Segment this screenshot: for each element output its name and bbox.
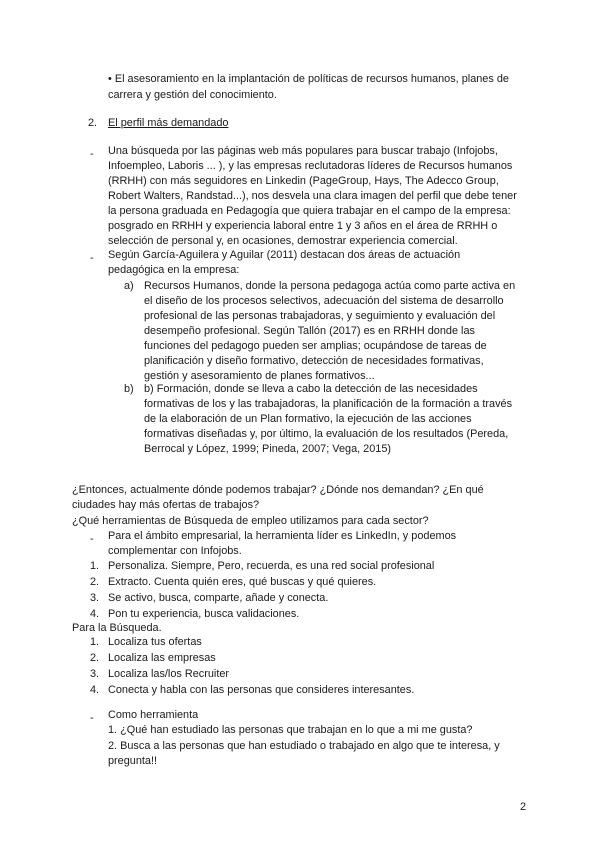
step-number: 4. [90, 684, 100, 696]
para1-line-3: (RRHH) con más seguidores en Linkedin (PageGroup, Hays, The Adecco Group, [108, 175, 499, 187]
step-number: 4. [90, 608, 100, 620]
step-number: 1. [90, 560, 100, 572]
dash-marker: - [90, 148, 94, 160]
para2-line-2: pedagógica en la empresa: [108, 264, 240, 276]
area-a-line-3: profesional de las personas trabajadoras, y seguimiento y evaluación del [144, 310, 496, 322]
dash-marker: - [90, 252, 94, 264]
step-number: 3. [90, 592, 100, 604]
area-a-marker: a) [124, 280, 134, 292]
area-b-line-4: formativas diseñadas y, por último, la evaluación de los resultados (Pereda, [144, 428, 509, 440]
intro-bullet-line-2: carrera y gestión del conocimiento. [108, 89, 277, 101]
search-step: Localiza tus ofertas [108, 636, 202, 648]
area-b-line-1: b) Formación, donde se lleva a cabo la detección de las necesidades [144, 383, 478, 395]
linkedin-line-1: Para el ámbito empresarial, la herramienta líder es LinkedIn, y podemos [108, 530, 457, 542]
search-step: Localiza las/los Recruiter [108, 668, 230, 680]
question-line-1: ¿Entonces, actualmente dónde podemos trabajar? ¿Dónde nos demandan? ¿En qué [72, 484, 484, 496]
area-a-line-1: Recursos Humanos, donde la persona pedagoga actúa como parte activa en [144, 280, 516, 292]
step-number: 3. [90, 668, 100, 680]
tool-line-1: 1. ¿Qué han estudiado las personas que trabajan en lo que a mi me gusta? [108, 724, 473, 736]
area-b-line-3: de la elaboración de un Plan formativo, la ejecución de las acciones [144, 413, 472, 425]
area-a-line-2: el diseño de los procesos selectivos, adecuación del sistema de desarrollo [144, 295, 504, 307]
section-title: El perfil más demandado [108, 117, 229, 129]
area-b-line-2: formativas de los y las trabajadoras, la planificación de la formación a través [144, 398, 513, 410]
page-number: 2 [520, 801, 527, 813]
para1-line-4: Robert Walters, Randstad...), nos desvela una clara imagen del perfil que debe tener [108, 190, 517, 202]
question-line-3: ¿Qué herramientas de Búsqueda de empleo utilizamos para cada sector? [72, 515, 429, 527]
area-a-line-6: planificación y diseño formativo, detección de necesidades formativas, [144, 355, 484, 367]
para1-line-6: posgrado en RRHH y experiencia laboral entre 1 y 3 años en el área de RRHH o [108, 220, 498, 232]
search-step: Localiza las empresas [108, 652, 216, 664]
dash-marker: - [90, 712, 94, 724]
para1-line-2: Infoempleo, Laboris ... ), y las empresas reclutadoras líderes de Recursos humanos [108, 160, 513, 172]
step-number: 1. [90, 636, 100, 648]
area-a-line-4: desempeño profesional. Según Tallón (2017) es en RRHH donde las [144, 325, 475, 337]
area-b-marker: b) [124, 383, 134, 395]
search-step: Conecta y habla con las personas que consideres interesantes. [108, 684, 415, 696]
para2-line-1: Según García-Aguilera y Aguilar (2011) destacan dos áreas de actuación [108, 249, 461, 261]
step-number: 2. [90, 576, 100, 588]
intro-bullet-line-1: • El asesoramiento en la implantación de políticas de recursos humanos, planes de [108, 73, 509, 85]
para1-line-5: la persona graduada en Pedagogía que quiera trabajar en el campo de la empresa: [108, 205, 511, 217]
area-b-line-5: Berrocal y López, 1999; Pineda, 2007; Vega, 2015) [144, 443, 392, 455]
step-number: 2. [90, 652, 100, 664]
linkedin-step: Extracto. Cuenta quién eres, qué buscas y qué quieres. [108, 576, 377, 588]
search-heading: Para la Búsqueda. [72, 622, 162, 634]
linkedin-line-2: complementar con Infojobs. [108, 545, 242, 557]
linkedin-step: Personaliza. Siempre, Pero, recuerda, es una red social profesional [108, 560, 435, 572]
area-a-line-5: funciones del pedagogo pueden ser amplias; ocupándose de tareas de [144, 340, 487, 352]
linkedin-step: Pon tu experiencia, busca validaciones. [108, 608, 300, 620]
area-a-line-7: gestión y asesoramiento de planes formativos... [144, 370, 375, 382]
para1-line-7: selección de personal y, en ocasiones, demostrar experiencia comercial. [108, 235, 458, 247]
linkedin-step: Se activo, busca, comparte, añade y conecta. [108, 592, 329, 604]
tool-line-3: pregunta!! [108, 755, 158, 767]
tool-title: Como herramienta [108, 709, 199, 721]
question-line-2: ciudades hay más ofertas de trabajos? [72, 499, 260, 511]
dash-marker: - [90, 533, 94, 545]
para1-line-1: Una búsqueda por las páginas web más populares para buscar trabajo (Infojobs, [108, 145, 498, 157]
section-number: 2. [88, 117, 98, 129]
tool-line-2: 2. Busca a las personas que han estudiado o trabajado en algo que te interesa, y [108, 740, 500, 752]
